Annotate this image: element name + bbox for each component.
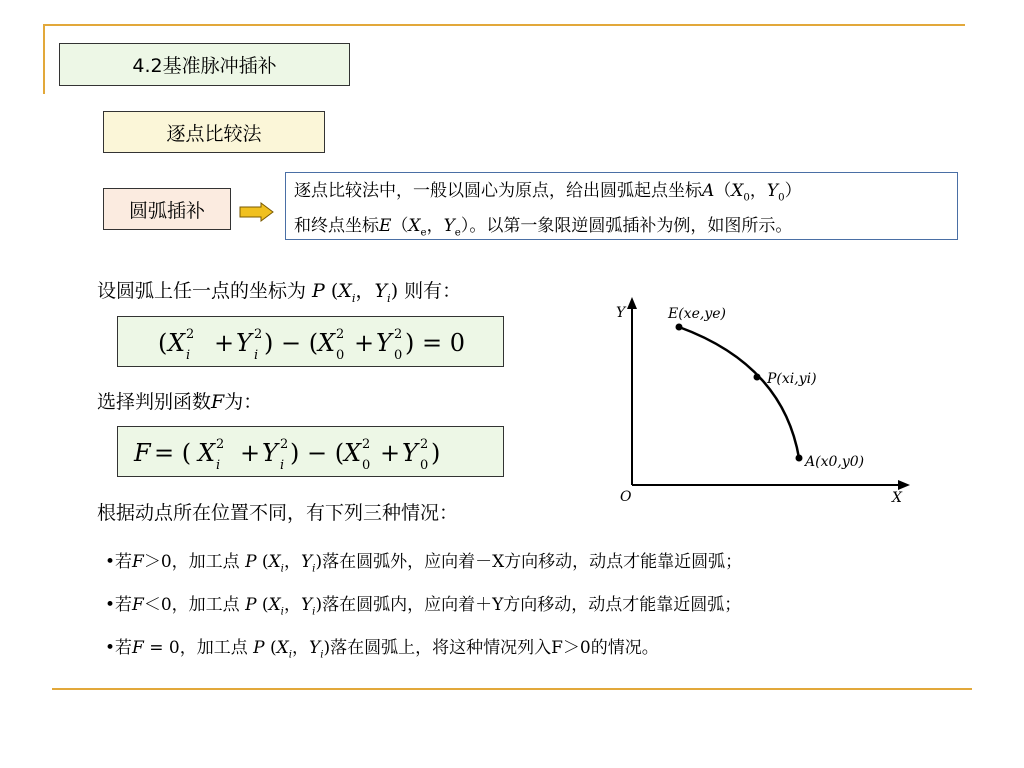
svg-text:X: X xyxy=(318,329,336,357)
svg-text:0: 0 xyxy=(362,458,371,473)
case-text: 落在圆弧内，应向着＋Y方向移动，动点才能靠近圆弧； xyxy=(322,595,742,615)
equation-discriminant xyxy=(117,426,504,477)
case-text: 落在圆弧外，应向着－X方向移动，动点才能靠近圆弧； xyxy=(322,552,743,572)
description-line-1: 逐点比较法中，一般以圆心为原点，给出圆弧起点坐标$A(X_0$，$Y_0$） xyxy=(294,181,802,204)
svg-text:(: ( xyxy=(158,329,168,357)
section-title xyxy=(59,43,350,86)
intro-line: 设圆弧上任一点的坐标为 P ($X_i$，$Y_i$) 则有： xyxy=(97,280,462,305)
point-p-marker xyxy=(754,374,761,381)
svg-text:X: X xyxy=(198,439,216,467)
case-point: P xyxy=(253,638,265,658)
svg-text:+: + xyxy=(380,439,401,467)
svg-text:+: + xyxy=(240,439,261,467)
point-a-label: A xyxy=(702,181,715,201)
description-box xyxy=(285,172,958,240)
x-axis-label: X xyxy=(892,490,902,506)
select-function-line xyxy=(97,387,262,414)
case-point: P xyxy=(245,595,257,615)
point-p: P xyxy=(312,280,325,302)
svg-text:0: 0 xyxy=(336,348,345,363)
svg-text:2: 2 xyxy=(216,437,225,452)
case-var: F xyxy=(132,552,144,572)
svg-text:Y: Y xyxy=(262,439,278,467)
select-suffix: 为： xyxy=(224,391,263,413)
arc-interpolation-label: 圆弧插补 xyxy=(128,199,205,222)
svg-text:+: + xyxy=(214,329,235,357)
case-text: 落在圆弧上，将这种情况列入F＞0的情况。 xyxy=(330,638,659,658)
point-p-label: P(xi,yi) xyxy=(767,371,817,387)
cases-intro: 根据动点所在位置不同，有下列三种情况： xyxy=(97,502,459,524)
svg-text:0: 0 xyxy=(394,348,403,363)
case-point: P xyxy=(245,552,257,572)
y-axis-arrow-icon xyxy=(627,297,637,309)
point-a-marker xyxy=(796,455,803,462)
right-arrow-icon xyxy=(239,202,275,222)
case-cond: = 0，加工点 xyxy=(143,638,254,658)
arc-interpolation-box xyxy=(103,188,231,230)
svg-text:2: 2 xyxy=(280,437,289,452)
intro-text: 设圆弧上任一点的坐标为 xyxy=(97,280,313,302)
method-label: 逐点比较法 xyxy=(166,122,262,145)
description-text: 逐点比较法中，一般以圆心为原点，给出圆弧起点坐标 xyxy=(294,181,702,201)
description-line-2: 和终点坐标$E(X_e$，$Y_e$）。以第一象限逆圆弧插补为例，如图所示。 xyxy=(294,216,793,239)
svg-text:) − (: ) − ( xyxy=(290,439,345,467)
svg-text:i: i xyxy=(280,458,285,473)
y-axis-label: Y xyxy=(616,305,626,321)
top-rule xyxy=(43,24,965,26)
svg-text:= (: = ( xyxy=(154,439,192,467)
arc-diagram xyxy=(608,295,918,510)
case-prefix: •若 xyxy=(105,552,133,572)
svg-text:X: X xyxy=(168,329,186,357)
bottom-rule xyxy=(52,688,972,690)
svg-text:): ) xyxy=(431,439,441,467)
select-text: 选择判别函数 xyxy=(97,391,212,413)
method-label-box xyxy=(103,111,325,153)
case-prefix: •若 xyxy=(105,595,133,615)
equation-circle xyxy=(117,316,504,367)
svg-text:i: i xyxy=(216,458,221,473)
case-item: •若F = 0，加工点 P ($X_i$，$Y_i$)落在圆弧上，将这种情况列入F＞0的情况。 xyxy=(105,638,659,661)
case-prefix: •若 xyxy=(105,638,133,658)
svg-text:2: 2 xyxy=(362,437,371,452)
svg-text:2: 2 xyxy=(336,327,345,342)
svg-text:i: i xyxy=(186,348,191,363)
svg-text:Y: Y xyxy=(236,329,252,357)
case-item: •若F＞0，加工点 P ($X_i$，$Y_i$)落在圆弧外，应向着－X方向移动，动点才能靠近圆弧； xyxy=(105,552,743,575)
svg-text:2: 2 xyxy=(186,327,195,342)
arc-curve xyxy=(679,327,799,458)
point-e-label: E(xe,ye) xyxy=(668,306,726,322)
section-title-text: 4.2基准脉冲插补 xyxy=(132,55,277,77)
svg-text:2: 2 xyxy=(254,327,263,342)
intro-suffix: 则有： xyxy=(404,280,462,302)
svg-text:i: i xyxy=(254,348,259,363)
svg-text:+: + xyxy=(354,329,375,357)
function-f: F xyxy=(211,391,225,413)
svg-text:Y: Y xyxy=(402,439,418,467)
x-axis-arrow-icon xyxy=(898,480,910,490)
svg-text:) = 0: ) = 0 xyxy=(405,329,465,357)
left-rule xyxy=(43,24,45,94)
case-var: F xyxy=(132,595,144,615)
case-cond: ＜0，加工点 xyxy=(143,595,246,615)
svg-text:X: X xyxy=(344,439,362,467)
origin-label: O xyxy=(620,489,632,505)
point-a-label: A(x0,y0) xyxy=(805,454,865,470)
case-cond: ＞0，加工点 xyxy=(143,552,246,572)
svg-text:2: 2 xyxy=(420,437,429,452)
svg-text:) − (: ) − ( xyxy=(264,329,319,357)
svg-text:2: 2 xyxy=(394,327,403,342)
point-e-marker xyxy=(676,324,683,331)
svg-text:Y: Y xyxy=(376,329,392,357)
svg-text:F: F xyxy=(134,439,151,467)
case-item: •若F＜0，加工点 P ($X_i$，$Y_i$)落在圆弧内，应向着＋Y方向移动，动点才能靠近圆弧； xyxy=(105,595,742,618)
description-text: 。以第一象限逆圆弧插补为例，如图所示。 xyxy=(469,216,793,237)
svg-text:0: 0 xyxy=(420,458,429,473)
description-text: 和终点坐标 xyxy=(294,216,379,237)
case-var: F xyxy=(132,638,144,658)
point-e-label: E xyxy=(379,216,392,237)
